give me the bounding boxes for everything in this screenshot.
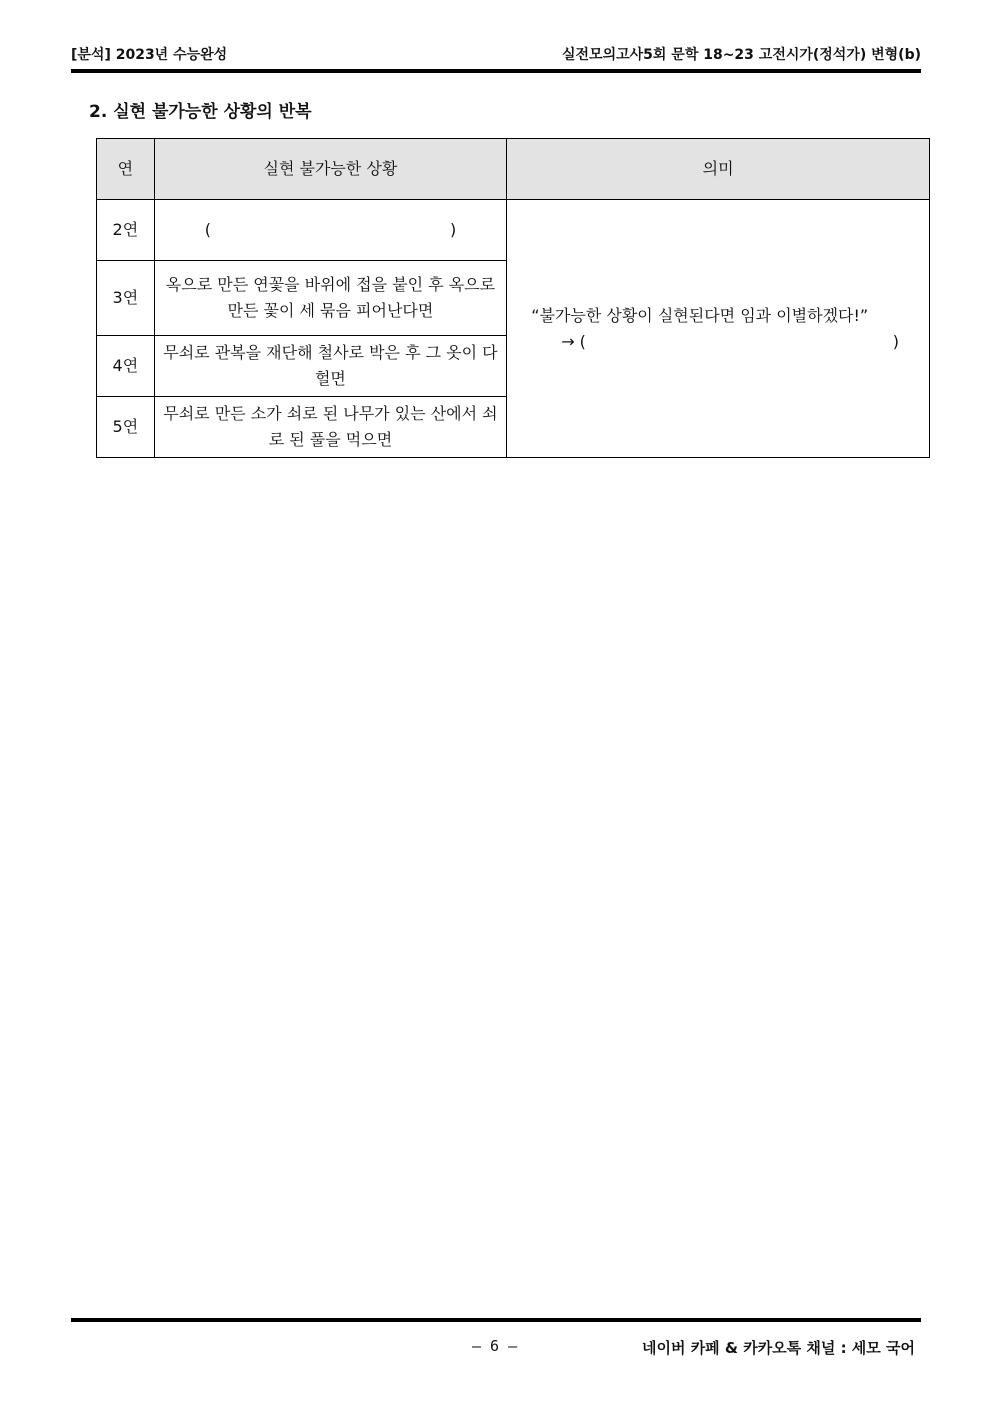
situation-blank-cell — [154, 200, 507, 261]
stanza-cell: 5연 — [97, 397, 155, 458]
meaning-answer-blank — [531, 329, 923, 355]
page-header — [71, 44, 921, 64]
header-divider — [71, 69, 921, 73]
situation-cell: 무쇠로 만든 소가 쇠로 된 나무가 있는 산에서 쇠로 된 풀을 먹으면 — [154, 397, 507, 458]
stanza-cell: 4연 — [97, 336, 155, 397]
footer-channel: 네이버 카페 & 카카오톡 채널 : 세모 국어 — [642, 1339, 915, 1357]
table-header-row — [97, 139, 930, 200]
header-stanza: 연 — [97, 139, 155, 200]
answer-blank — [161, 217, 501, 243]
footer-divider — [71, 1318, 921, 1322]
situation-cell: 옥으로 만든 연꽃을 바위에 접을 붙인 후 옥으로 만든 꽃이 세 묶음 피어난다면 — [154, 261, 507, 336]
analysis-table — [96, 138, 930, 458]
close-paren: ) — [892, 331, 899, 351]
section-title: 2. 실현 불가능한 상황의 반복 — [89, 102, 312, 122]
table-row — [97, 200, 930, 261]
page-number: – 6 – — [472, 1337, 518, 1355]
situation-cell: 무쇠로 관복을 재단해 철사로 박은 후 그 옷이 다 헐면 — [154, 336, 507, 397]
meaning-cell — [507, 200, 930, 458]
blank-close-paren: ) — [449, 220, 457, 239]
blank-open-paren: ( — [204, 220, 211, 239]
meaning-quote: “불가능한 상황이 실현된다면 임과 이별하겠다!” — [531, 305, 869, 325]
header-situation: 실현 불가능한 상황 — [154, 139, 507, 200]
header-exam-info: 실전모의고사5회 문학 18~23 고전시가(정석가) 변형(b) — [562, 47, 921, 63]
header-meaning: 의미 — [507, 139, 930, 200]
stanza-cell: 2연 — [97, 200, 155, 261]
stanza-cell: 3연 — [97, 261, 155, 336]
arrow-open-paren: → ( — [561, 331, 586, 351]
header-source: [분석] 2023년 수능완성 — [71, 47, 228, 63]
